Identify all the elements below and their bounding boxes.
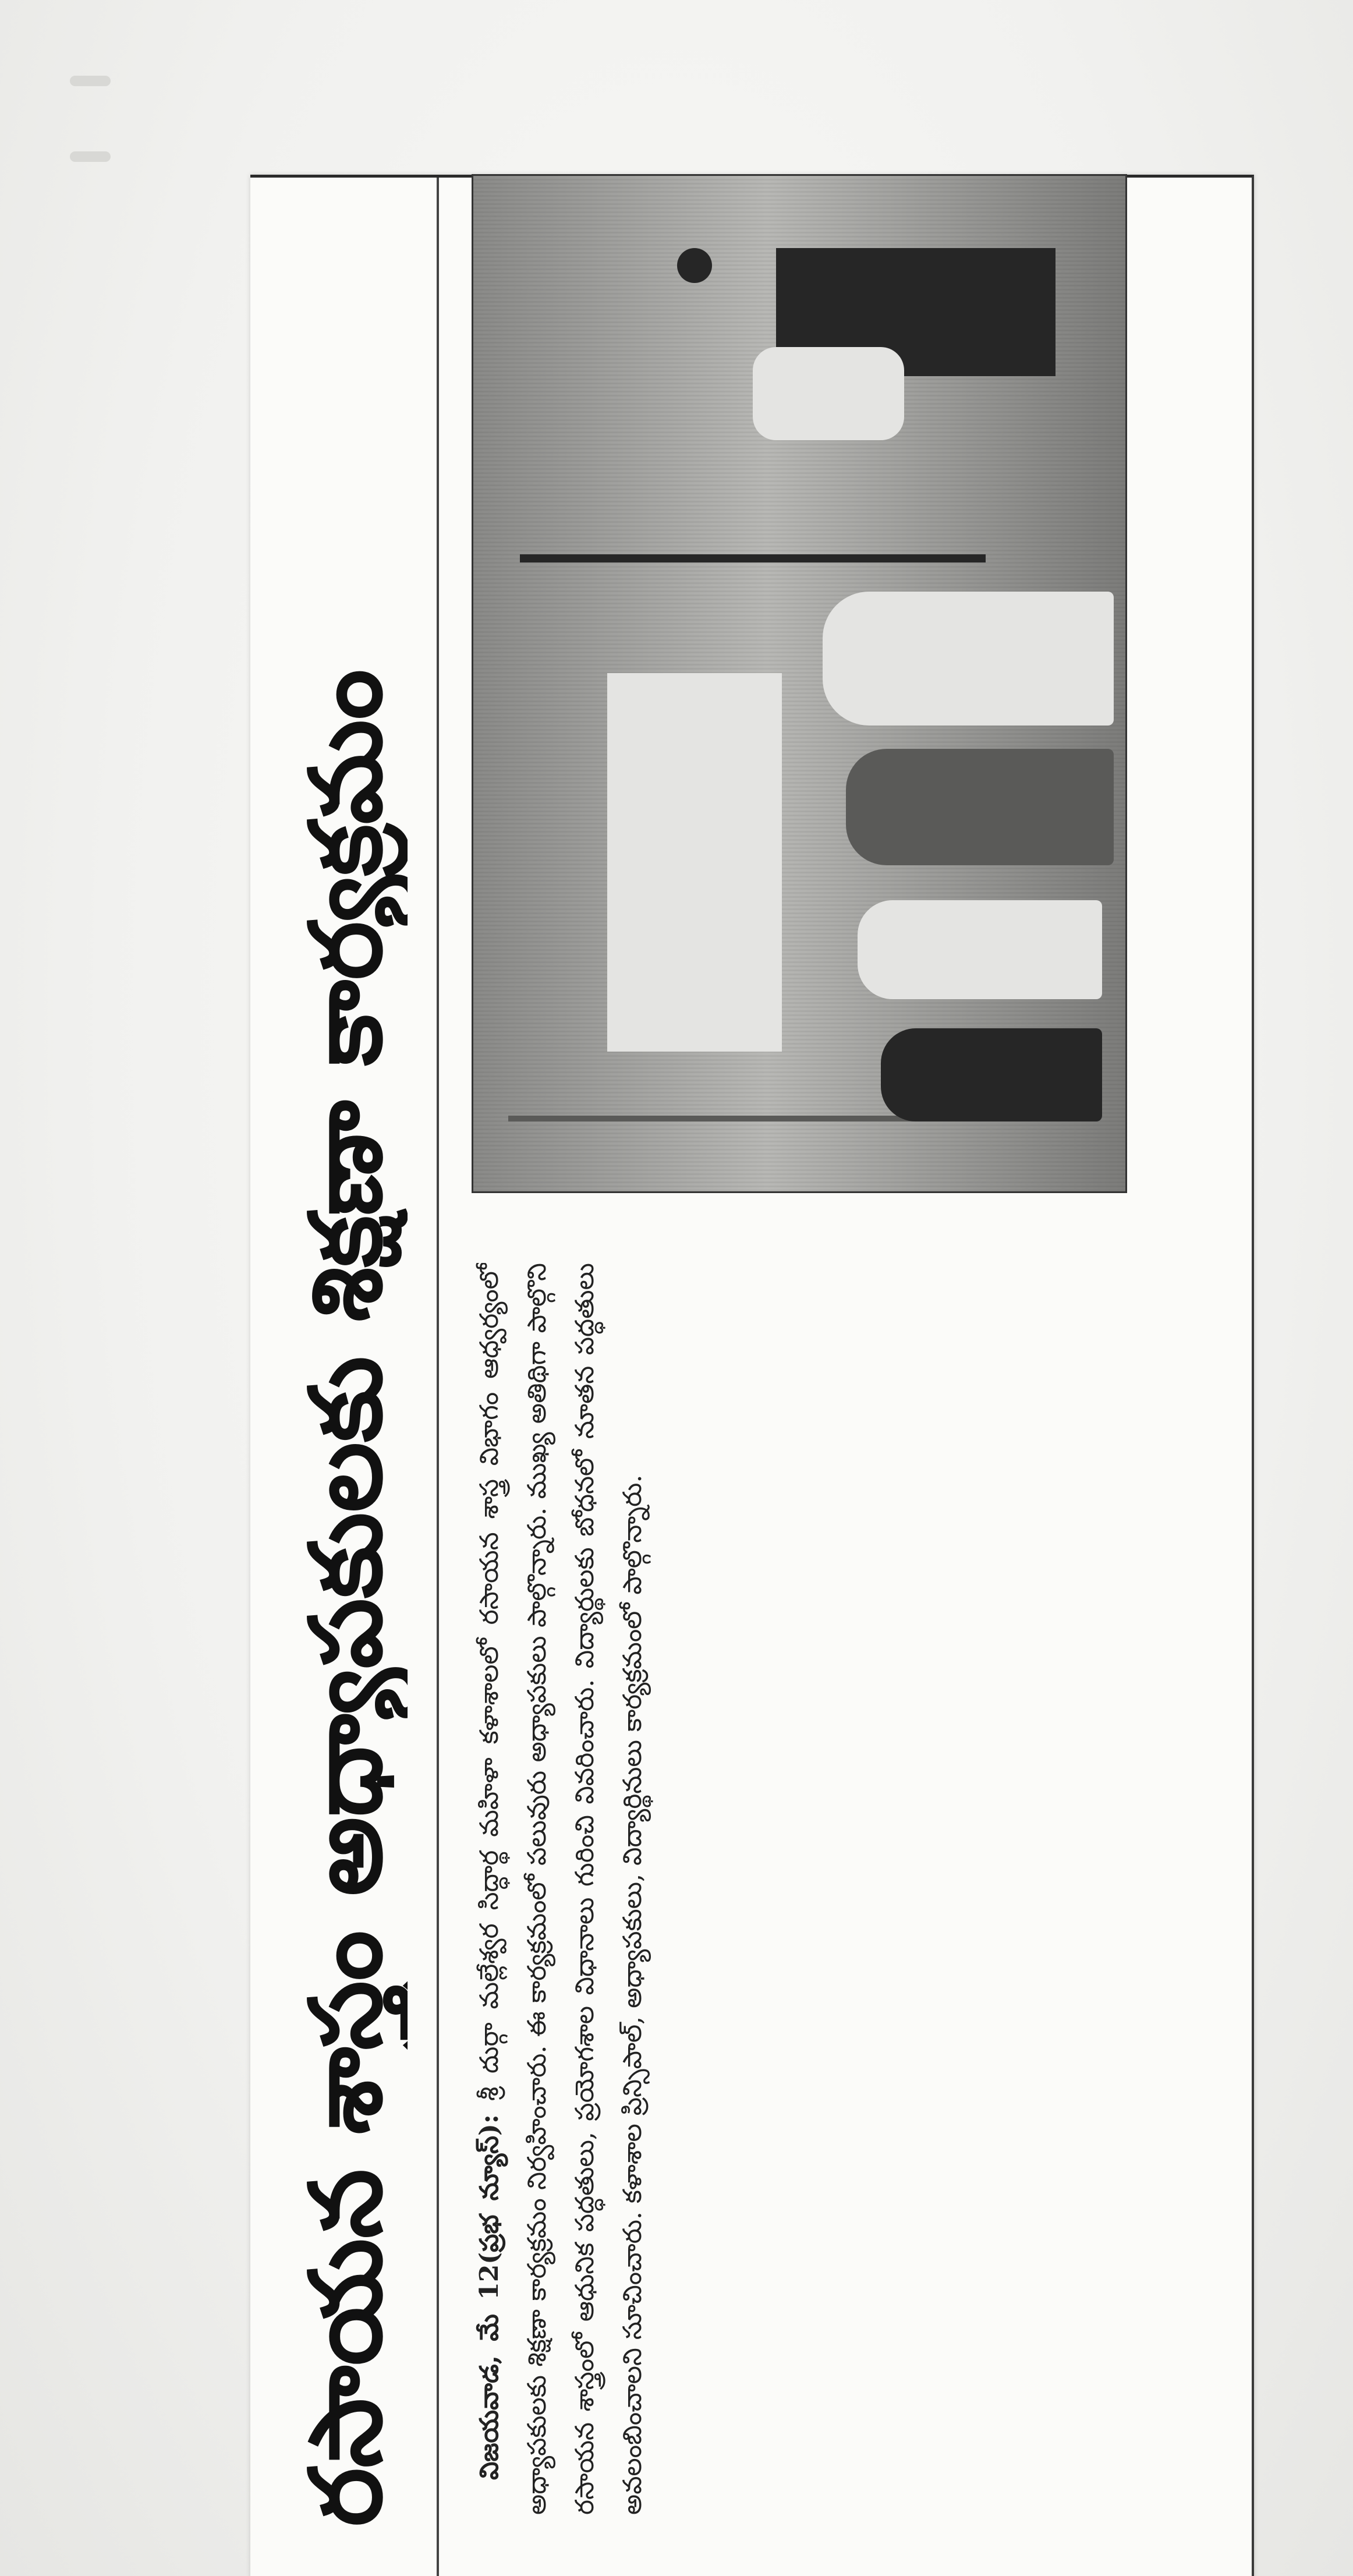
- photo-person: [753, 347, 904, 440]
- staple-mark: [70, 76, 111, 86]
- article-text: శ్రీ దుర్గా మల్లేశ్వర సిద్ధార్థ మహిళా కళాశాలలో రసాయన శాస్త్ర విభాగం ఆధ్వర్యంలో అధ్యాపకులకు శిక్షణా కార్యక్రమం నిర్వహించారు. ఈ కార్యక్రమంలో పలువురు అధ్యాపకులు పాల్గొన్నారు. ముఖ్య అతిథిగా పాల్గొని రసాయన శాస్త్రంలో ఆధునిక పద్ధతులు, ప్రయోగశాల విధానాలు గురించి వివరించారు. విద్యార్థులకు బోధనలో నూతన పద్ధతులు అవలంబించాలని సూచించారు. కళాశాల ప్రిన్సిపాల్, అధ్యాపకులు, విద్యార్థినులు కార్యక్రమంలో పాల్గొన్నారు.: [474, 1263, 647, 2515]
- headline-rule: [437, 178, 439, 2576]
- photo-banner: [607, 673, 782, 1052]
- photo-head: [677, 248, 712, 283]
- article-photo: [472, 174, 1127, 1193]
- staple-mark: [70, 151, 111, 162]
- clipping-headline: రసాయన శాస్త్రం అధ్యాపకులకు శిక్షణా కార్యక్రమం: [289, 669, 404, 2527]
- photo-stand: [520, 554, 986, 562]
- photo-person: [823, 592, 1114, 726]
- photo-person: [846, 749, 1114, 865]
- rotated-clipping-content: [250, 178, 1252, 2576]
- newspaper-clipping: [250, 175, 1254, 2576]
- article-body: [466, 1263, 1182, 2515]
- photo-person: [858, 900, 1102, 999]
- photo-person: [881, 1028, 1102, 1121]
- article-dateline: విజయవాడ, మే 12(ప్రభ న్యూస్):: [474, 2114, 504, 2480]
